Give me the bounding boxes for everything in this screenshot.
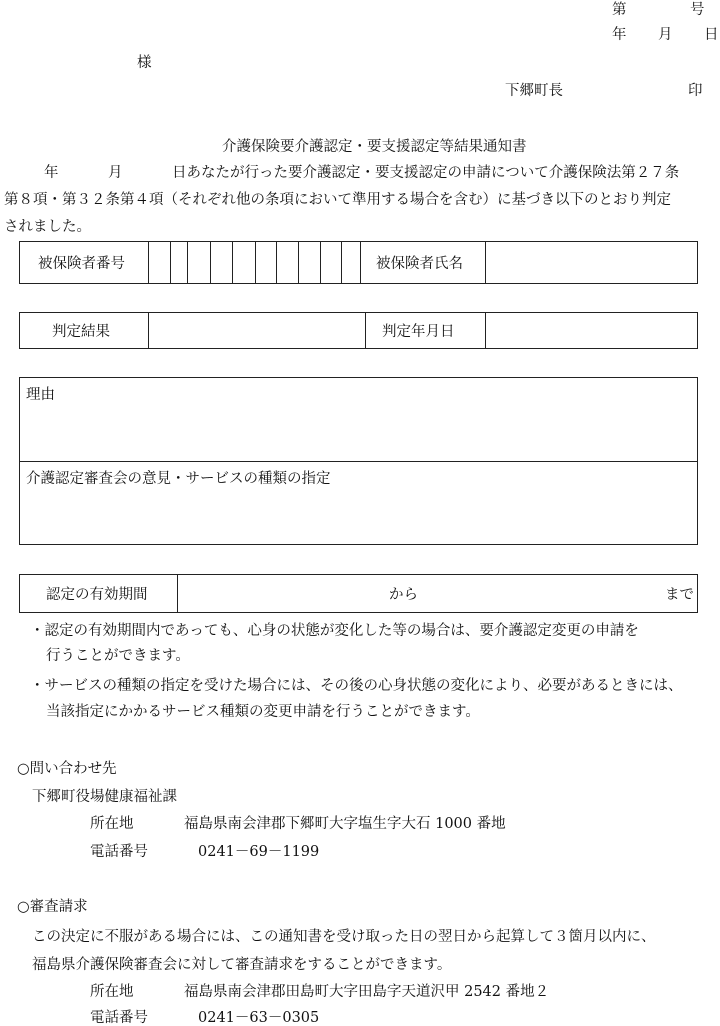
contact-address-label: 所在地 — [90, 816, 134, 832]
reason-label: 理由 — [26, 387, 55, 403]
insured-info-row — [19, 241, 698, 284]
digit-divider — [187, 242, 188, 283]
judgment-row — [19, 312, 698, 349]
validity-to: まで — [665, 587, 694, 603]
digit-divider — [360, 242, 361, 283]
digit-divider — [298, 242, 299, 283]
review-line-1: この決定に不服がある場合には、この通知書を受け取った日の翌日から起算して３箇月以内に、 — [32, 929, 656, 945]
result-divider — [148, 313, 149, 348]
opinion-label: 介護認定審査会の意見・サービスの種類の指定 — [26, 471, 331, 487]
result-label: 判定結果 — [52, 324, 110, 340]
document-title: 介護保険要介護認定・要支援認定等結果通知書 — [222, 139, 527, 155]
number-go-label: 号 — [690, 2, 705, 18]
number-dai-label: 第 — [612, 2, 627, 18]
contact-phone-label: 電話番号 — [90, 844, 148, 860]
insured-name-label: 被保険者氏名 — [376, 256, 463, 272]
intro-line-3: されました。 — [4, 219, 91, 235]
digit-divider — [255, 242, 256, 283]
digit-divider — [170, 242, 171, 283]
reason-opinion-divider — [20, 461, 697, 462]
intro-line-1: 日あなたが行った要介護認定・要支援認定の申請について介護保険法第２７条 — [172, 165, 680, 181]
digit-divider — [210, 242, 211, 283]
name-divider — [485, 242, 486, 283]
addressee-suffix: 様 — [137, 55, 152, 71]
date-divider-left — [365, 313, 366, 348]
validity-divider — [177, 575, 178, 612]
review-address: 福島県南会津郡田島町大字田島字天道沢甲 2542 番地２ — [184, 984, 550, 1000]
note-1-line-1: ・認定の有効期間内であっても、心身の状態が変化した等の場合は、要介護認定変更の申請を — [30, 623, 639, 639]
validity-from: から — [389, 587, 418, 603]
insured-number-label: 被保険者番号 — [38, 256, 125, 272]
review-phone-label: 電話番号 — [90, 1010, 148, 1026]
note-2-line-1: ・サービスの種類の指定を受けた場合には、その後の心身状態の変化により、必要があるときには、 — [30, 678, 683, 694]
contact-heading: ○問い合わせ先 — [17, 761, 117, 777]
intro-month: 月 — [108, 165, 123, 181]
result-date-label: 判定年月日 — [382, 324, 455, 340]
note-2-line-2: 当該指定にかかるサービス種類の変更申請を行うことができます。 — [46, 704, 480, 720]
contact-phone: 0241－69－1199 — [198, 844, 320, 860]
date-day-label: 日 — [704, 27, 719, 43]
seal-mark: 印 — [688, 83, 703, 99]
contact-office: 下郷町役場健康福祉課 — [32, 789, 177, 805]
intro-line-2: 第８項・第３２条第４項（それぞれ他の条項において準用する場合を含む）に基づき以下のとおり判定 — [4, 192, 671, 208]
digit-divider — [341, 242, 342, 283]
review-address-label: 所在地 — [90, 984, 134, 1000]
note-1-line-2: 行うことができます。 — [46, 648, 190, 664]
review-heading: ○審査請求 — [17, 899, 88, 915]
review-phone: 0241－63－0305 — [198, 1010, 320, 1026]
digit-divider — [320, 242, 321, 283]
date-year-label: 年 — [612, 27, 627, 43]
digit-divider — [232, 242, 233, 283]
date-divider-right — [485, 313, 486, 348]
review-line-2: 福島県介護保険審査会に対して審査請求をすることができます。 — [32, 957, 452, 973]
digit-divider — [276, 242, 277, 283]
validity-label: 認定の有効期間 — [46, 587, 148, 603]
date-month-label: 月 — [658, 27, 673, 43]
digit-divider — [148, 242, 149, 283]
validity-row — [19, 574, 698, 613]
intro-year: 年 — [44, 165, 59, 181]
contact-address: 福島県南会津郡下郷町大字塩生字大石 1000 番地 — [184, 816, 506, 832]
issuer-name: 下郷町長 — [505, 83, 563, 99]
reason-opinion-box — [19, 377, 698, 545]
